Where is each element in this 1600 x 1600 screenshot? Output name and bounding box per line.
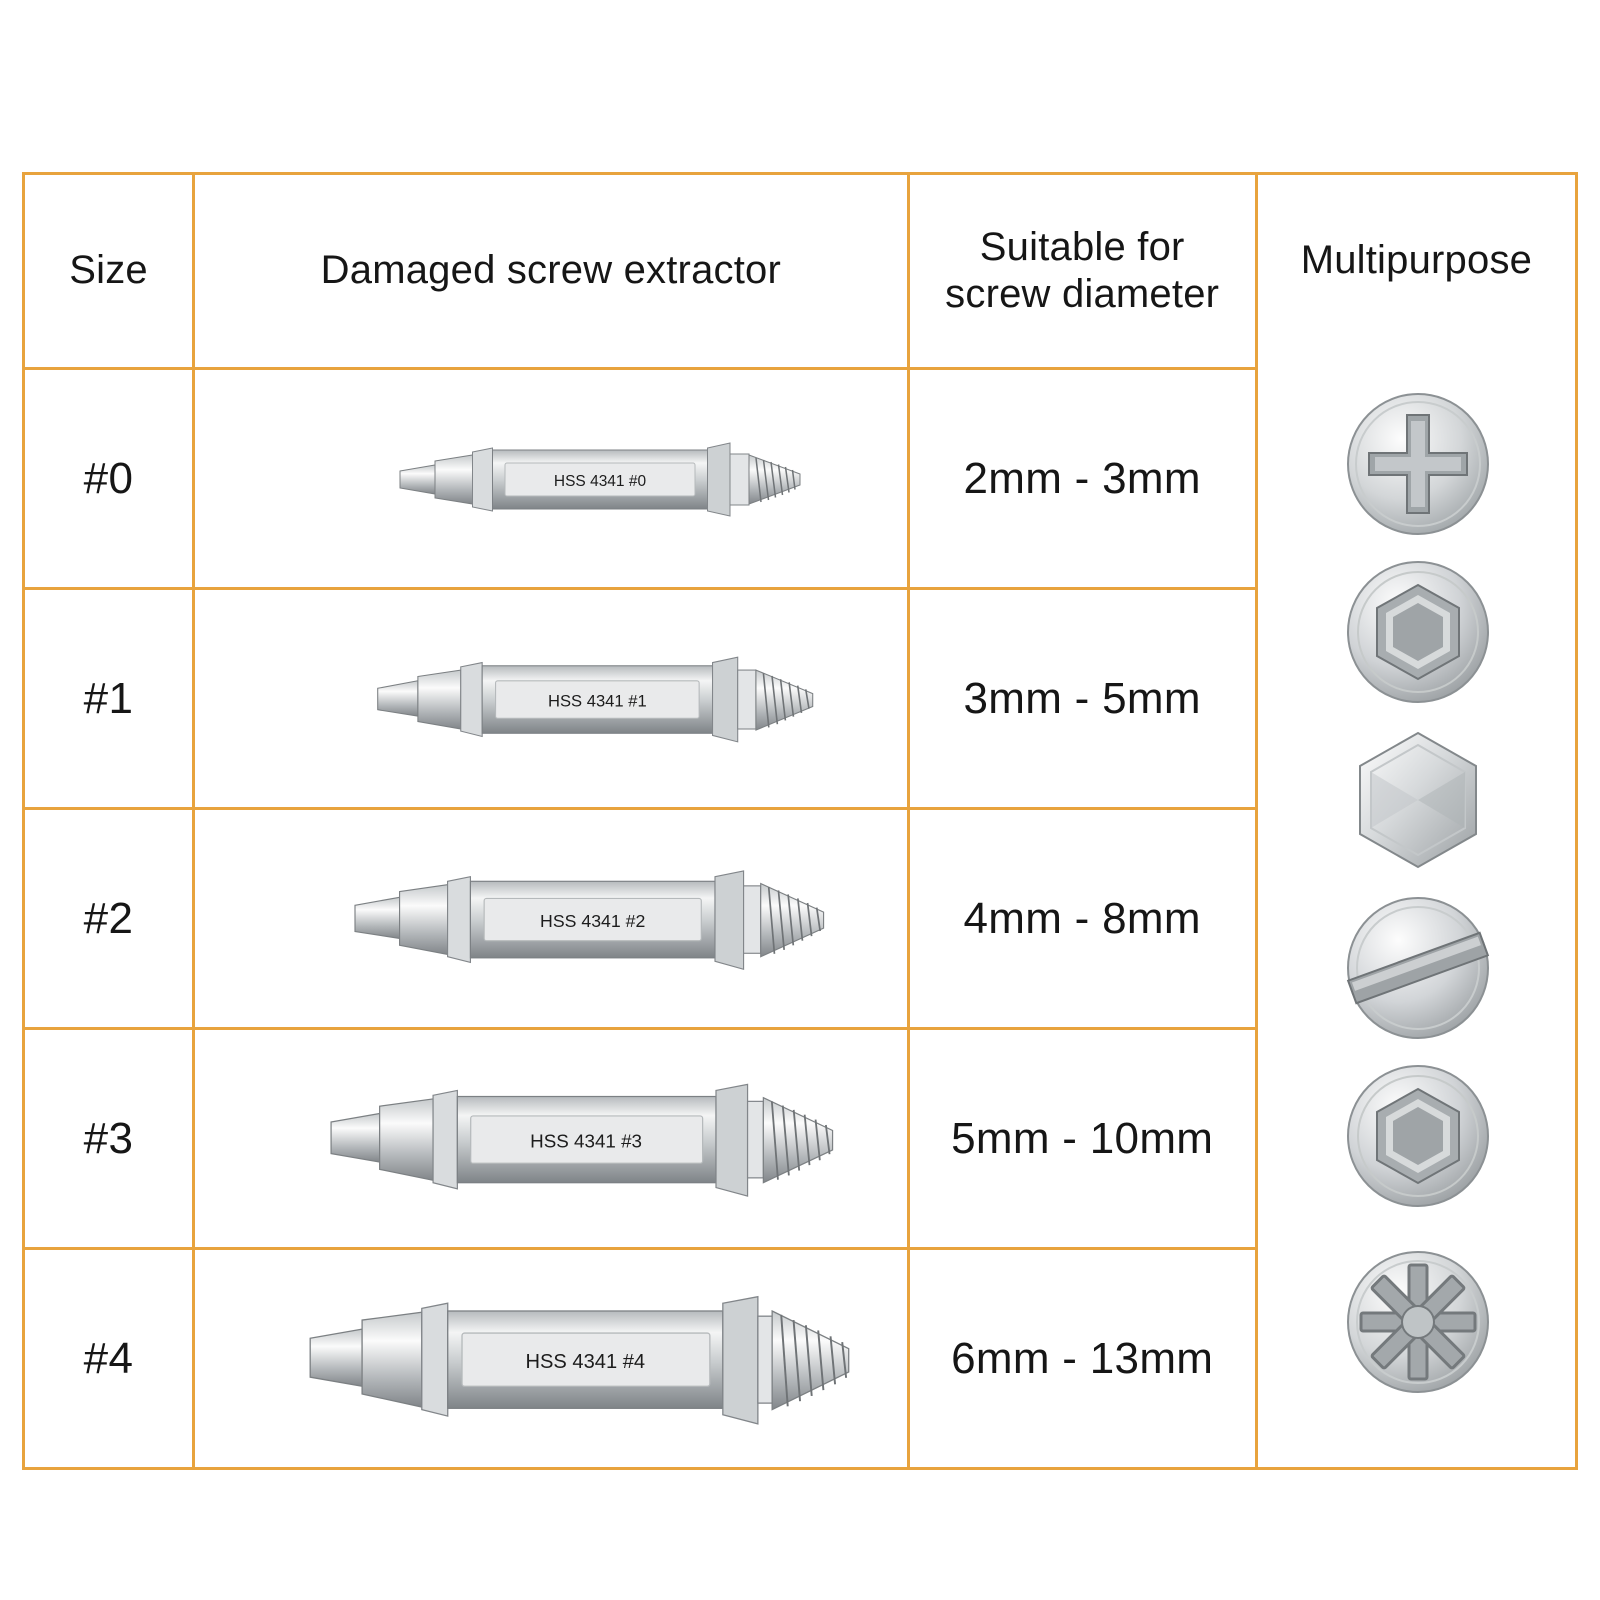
pozidriv-icon xyxy=(1343,1247,1493,1397)
cell-size xyxy=(24,1029,194,1249)
extractor-bit-3 xyxy=(325,1063,835,1215)
cell-extractor xyxy=(194,1249,908,1469)
slotted-screw-head xyxy=(1343,893,1493,1043)
bit-label: HSS 4341 #3 xyxy=(530,1130,643,1151)
size-label: #3 xyxy=(83,1113,134,1163)
hex-bolt-icon xyxy=(1343,725,1493,875)
bit-label: HSS 4341 #2 xyxy=(540,910,646,931)
size-label: #2 xyxy=(83,893,134,943)
diameter-label: 6mm - 13mm xyxy=(951,1333,1214,1383)
slotted-icon xyxy=(1343,893,1493,1043)
cell-size xyxy=(24,1249,194,1469)
diameter-label: 2mm - 3mm xyxy=(963,453,1201,503)
screw-extractor-icon xyxy=(367,634,817,764)
cell-size xyxy=(24,369,194,589)
cell-diameter xyxy=(908,369,1256,589)
multipurpose-screw-list xyxy=(1258,367,1578,1453)
screw-extractor-icon xyxy=(347,849,827,989)
cell-extractor xyxy=(194,369,908,589)
header-extractor-label: Damaged screw extractor xyxy=(320,248,781,293)
cell-diameter xyxy=(908,589,1256,809)
header-cell-multipurpose xyxy=(1256,174,1576,1469)
header-cell-extractor xyxy=(194,174,908,369)
pozidriv-screw-head xyxy=(1343,1247,1493,1397)
diameter-label: 5mm - 10mm xyxy=(951,1113,1214,1163)
header-diameter-label-line2: screw diameter xyxy=(945,272,1220,316)
screw-extractor-icon xyxy=(325,1063,835,1215)
size-label: #1 xyxy=(83,673,134,723)
header-multipurpose-label: Multipurpose xyxy=(1300,238,1533,282)
phillips-cross-icon xyxy=(1343,389,1493,539)
cell-diameter xyxy=(908,1249,1256,1469)
size-label: #0 xyxy=(83,453,134,503)
size-label: #4 xyxy=(83,1333,134,1383)
screw-extractor-icon xyxy=(305,1275,850,1443)
torx-socket-screw-head xyxy=(1343,1061,1493,1211)
cell-diameter xyxy=(908,1029,1256,1249)
cell-size xyxy=(24,589,194,809)
cell-size xyxy=(24,809,194,1029)
bit-label: HSS 4341 #1 xyxy=(548,691,647,710)
cell-extractor xyxy=(194,589,908,809)
extractor-bit-2 xyxy=(347,849,827,989)
bit-label: HSS 4341 #4 xyxy=(525,1350,646,1373)
extractor-bit-0 xyxy=(385,419,805,539)
header-size-label: Size xyxy=(69,248,148,293)
extractor-bit-4 xyxy=(305,1275,850,1443)
cell-extractor xyxy=(194,1029,908,1249)
specification-table xyxy=(22,172,1578,1470)
hex-bolt-head xyxy=(1343,725,1493,875)
header-diameter-label-line1: Suitable for xyxy=(979,224,1185,269)
bit-label: HSS 4341 #0 xyxy=(554,472,647,490)
hex-socket-icon xyxy=(1343,1061,1493,1211)
screw-extractor-icon xyxy=(385,419,805,539)
cell-diameter xyxy=(908,809,1256,1029)
header-cell-diameter xyxy=(908,174,1256,369)
diameter-label: 3mm - 5mm xyxy=(963,673,1201,723)
table-header-row xyxy=(24,174,1577,369)
hex-socket-icon xyxy=(1343,557,1493,707)
hex-socket-screw-head xyxy=(1343,557,1493,707)
header-cell-size xyxy=(24,174,194,369)
extractor-bit-1 xyxy=(367,634,817,764)
cell-extractor xyxy=(194,809,908,1029)
phillips-screw-head xyxy=(1343,389,1493,539)
diameter-label: 4mm - 8mm xyxy=(963,893,1201,943)
